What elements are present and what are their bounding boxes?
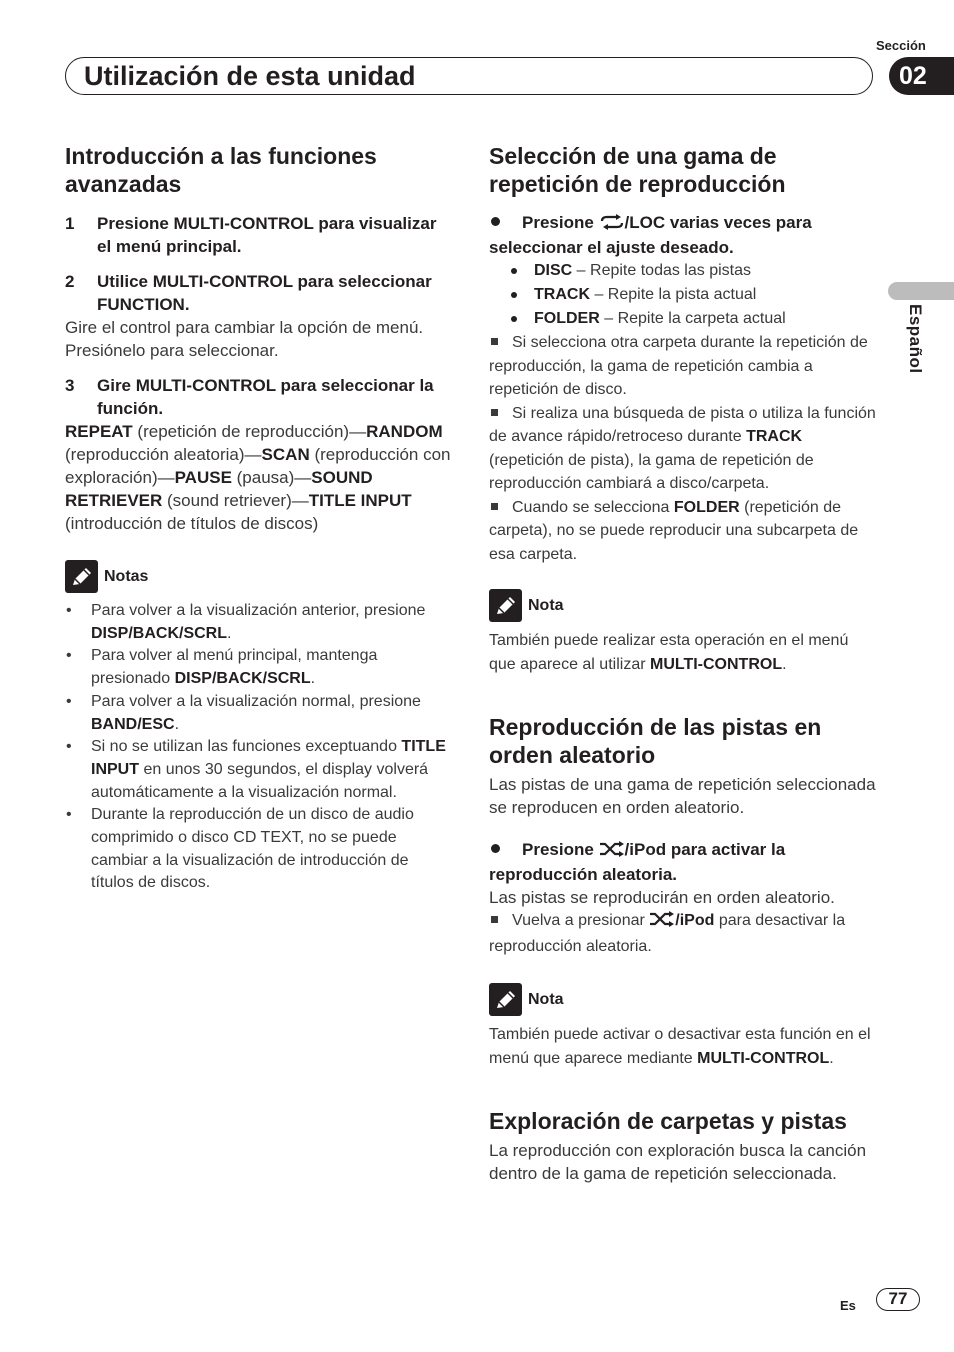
note-title: Nota xyxy=(528,597,564,614)
list-item: • Si no se utilizan las funciones exceptuando TITLE INPUT en unos 30 segundos, el display volverá automáticamente a la visualización normal. xyxy=(66,738,446,801)
heading-repeat-range: Selección de una gama de repetición de reproducción xyxy=(489,143,786,197)
square-bullet-icon xyxy=(491,503,498,510)
step-number: 1 xyxy=(65,214,75,233)
scan-body: La reproducción con exploración busca la canción dentro de la gama de repetición seleccionada. xyxy=(489,1141,867,1183)
step-text: Utilice MULTI-CONTROL para seleccionar FUNCTION. xyxy=(97,272,432,314)
function-repeat: REPEAT xyxy=(65,422,133,441)
language-label: Español xyxy=(906,304,925,374)
repeat-note-text: También puede realizar esta operación en el menú que aparece al utilizar MULTI-CONTROL. xyxy=(489,632,849,673)
step-1 xyxy=(65,212,455,258)
random-instruction: Presione /iPod para activar la reproducción aleatoria. xyxy=(489,840,786,884)
instruction-bullet-icon xyxy=(491,217,500,226)
random-note-text: También puede activar o desactivar esta función en el menú que aparece mediante MULTI-CONTROL. xyxy=(489,1026,871,1067)
note-pencil-icon xyxy=(489,589,522,622)
notes-list xyxy=(65,600,455,895)
repeat-options xyxy=(489,259,879,331)
shuffle-icon xyxy=(649,911,675,935)
left-column xyxy=(65,142,455,895)
shuffle-icon xyxy=(599,840,625,863)
step-number: 2 xyxy=(65,272,75,291)
note-pencil-icon xyxy=(489,983,522,1016)
square-bullet-icon xyxy=(491,409,498,416)
function-list: REPEAT (repetición de reproducción)—RANDOM (reproducción aleatoria)—SCAN (reproducción con exploración)—PAUSE (pausa)—SOUND RETRIEVER (sound retriever)—TITLE INPUT (introducción de títulos de discos) xyxy=(65,422,451,533)
list-item: TRACK – Repite la pista actual xyxy=(509,283,879,307)
heading-random-play: Reproducción de las pistas en orden aleatorio xyxy=(489,714,822,768)
list-item: DISC – Repite todas las pistas xyxy=(509,259,879,283)
repeat-instruction: Presione /LOC varias veces para seleccionar el ajuste deseado. xyxy=(489,213,812,257)
right-column xyxy=(489,142,879,1185)
random-result: Las pistas se reproducirán en orden aleatorio. xyxy=(489,888,835,907)
step-2 xyxy=(65,270,455,316)
repeat-note-header xyxy=(489,589,879,622)
language-tab-marker xyxy=(888,282,954,300)
note-title: Nota xyxy=(528,991,564,1008)
repeat-info-2: Si realiza una búsqueda de pista o utiliza la función de avance rápido/retroceso durante TRACK (repetición de pista), la gama de repetición de reproducción cambiará a disco/carpeta. xyxy=(489,404,876,492)
repeat-icon xyxy=(599,213,625,236)
section-number-badge: 02 xyxy=(889,57,954,95)
function-pause: PAUSE xyxy=(174,468,232,487)
footer-language-code: Es xyxy=(840,1298,856,1313)
instruction-bullet-icon xyxy=(491,844,500,853)
repeat-info-3: Cuando se selecciona FOLDER (repetición de carpeta), no se puede reproducir una subcarpeta de esa carpeta. xyxy=(489,498,859,563)
function-scan: SCAN xyxy=(261,445,310,464)
list-item: • Durante la reproducción de un disco de audio comprimido o disco CD TEXT, no se puede cambiar a la visualización de introducción de títulos de discos. xyxy=(66,806,414,892)
list-item: • Para volver al menú principal, mantenga presionado DISP/BACK/SCRL. xyxy=(66,647,378,688)
heading-scan: Exploración de carpetas y pistas xyxy=(489,1108,847,1134)
list-item: FOLDER – Repite la carpeta actual xyxy=(509,307,879,331)
step-2-body: Gire el control para cambiar la opción de menú. Presiónelo para seleccionar. xyxy=(65,318,424,360)
list-item: • Para volver a la visualización anterior, presione DISP/BACK/SCRL. xyxy=(66,602,426,642)
notes-title: Notas xyxy=(104,568,149,585)
random-info: Vuelva a presionar /iPod para desactivar la reproducción aleatoria. xyxy=(489,912,846,955)
step-text: Presione MULTI-CONTROL para visualizar el menú principal. xyxy=(97,214,437,256)
notes-header xyxy=(65,560,455,593)
section-label: Sección xyxy=(876,38,926,53)
page-number: 77 xyxy=(876,1288,920,1311)
function-title-input: TITLE INPUT xyxy=(308,491,412,510)
note-pencil-icon xyxy=(65,560,98,593)
square-bullet-icon xyxy=(491,916,498,923)
function-sound-retriever: SOUND RETRIEVER xyxy=(65,468,373,510)
repeat-info-1: Si selecciona otra carpeta durante la repetición de reproducción, la gama de repetición cambia a repetición de disco. xyxy=(489,334,868,398)
random-intro: Las pistas de una gama de repetición seleccionada se reproducen en orden aleatorio. xyxy=(489,775,876,817)
step-3 xyxy=(65,374,455,420)
step-number: 3 xyxy=(65,376,75,395)
square-bullet-icon xyxy=(491,338,498,345)
heading-advanced-functions: Introducción a las funciones avanzadas xyxy=(65,143,377,197)
page-title: Utilización de esta unidad xyxy=(84,61,416,91)
list-item: • Para volver a la visualización normal, presione BAND/ESC. xyxy=(66,692,421,733)
function-random: RANDOM xyxy=(366,422,443,441)
step-text: Gire MULTI-CONTROL para seleccionar la función. xyxy=(97,376,434,418)
random-note-header xyxy=(489,983,879,1016)
